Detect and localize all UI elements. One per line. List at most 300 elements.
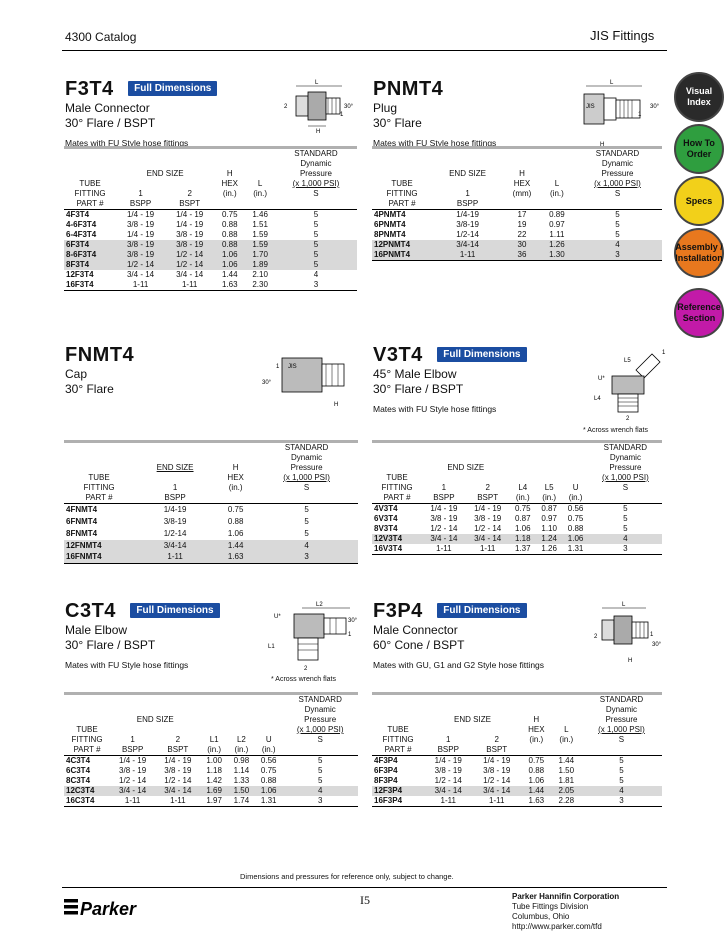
table-cell: 1/4 - 19 [176,220,204,229]
svg-text:U*: U* [274,614,281,620]
part-description: Plug [373,101,398,115]
table-cell: 5 [623,514,628,523]
part-number-cell: 6FNMT4 [66,516,98,526]
table-cell: 0.88 [260,776,277,785]
table-cell: 4 [589,534,662,544]
part-number-cell: 8V3T4 [374,524,398,533]
part-number-cell: 12V3T4 [372,534,422,544]
part-code: FNMT4 [65,344,135,366]
table-cell: 3/8 - 19 [116,240,165,250]
company-name: Parker Hannifin Corporation [512,892,620,901]
table-row [372,786,662,796]
part-number-cell: 6F3P4 [374,766,398,775]
part-description: Cap [65,367,88,381]
svg-text:H: H [316,129,321,135]
table-cell: 1.50 [558,766,575,775]
table-cell: 5 [581,756,662,767]
part-description: Male Connector [373,623,458,637]
part-number-cell: 16PNMT4 [372,250,432,261]
table-cell: 0.88 [528,766,545,775]
table-cell: 1/4 - 19 [116,210,165,221]
part-number-cell: 12F3P4 [372,786,424,796]
part-code: C3T4 [65,600,116,622]
table-cell: 1.06 [255,786,282,796]
table-cell: 1.97 [201,796,228,807]
table-cell: 0.75 [216,504,255,516]
svg-text:1: 1 [662,350,666,356]
table-cell: 3/8 - 19 [119,766,147,775]
svg-text:2: 2 [304,666,308,672]
table-cell: 5 [304,516,309,526]
table-cell: 5 [255,504,358,516]
svg-text:U*: U* [598,376,605,382]
part-number-cell: 4F3T4 [64,210,116,221]
part-code: F3T4 [65,78,114,100]
svg-text:1: 1 [348,632,352,638]
male-elbow-diagram [266,600,361,675]
table-row [64,766,358,776]
table-row [64,260,357,270]
plug-diagram [582,78,672,148]
table-cell: 1-11 [466,544,510,555]
part-number-cell: 4F3P4 [372,756,424,767]
part-connection: 30° Flare [373,116,422,130]
page-number: I5 [360,893,370,907]
part-number-cell: 4C3T4 [64,756,110,767]
pnmt4-table: STANDARD Dynamic END SIZE H Pressure TUBE HEX L (x 1,000 PSI) FITTING 1 (mm) (in.) S PART # BSPP 4PNMT4 1/4-19 17 0.89 5 6PNMT4 3/8-19 19 0.97 5 8PNMT4 1/2-14 22 1.11 5 12PNMT4 3/4-14 30 1.26 4 16PNMT4 1-11 36 1.30 3 [372,146,662,261]
table-row [64,776,358,786]
table-cell: 1.59 [245,240,275,250]
part-code: F3P4 [373,600,423,622]
male-connector-diagram [282,78,362,138]
table-cell: 5 [619,776,624,785]
table-cell: 1/2 - 14 [430,524,458,533]
table-cell: 3/8 - 19 [483,766,511,775]
part-connection: 60° Cone / BSPT [373,638,465,652]
table-cell: 1.10 [541,524,557,533]
table-cell: 1/2 - 14 [483,776,511,785]
table-cell: 3/4 - 14 [422,534,466,544]
table-cell: 1.06 [227,528,244,538]
table-cell: 3/4 - 14 [110,786,155,796]
table-cell: 5 [317,766,323,775]
table-cell: 1/4-19 [432,210,503,221]
table-cell: 2.30 [245,280,275,291]
table-cell: 2.10 [252,270,268,279]
table-cell: 0.88 [221,220,238,229]
table-cell: 3/8 - 19 [126,220,155,229]
table-cell: 4 [282,786,358,796]
catalog-name: 4300 Catalog [65,30,137,44]
part-number-cell: 6F3T4 [64,240,116,250]
table-cell: 1.06 [528,776,545,785]
table-cell: 1/4-19 [134,504,216,516]
table-cell: 0.56 [562,504,588,515]
table-cell: 1.59 [252,230,268,239]
part-code: V3T4 [373,344,423,366]
table-cell: 1.26 [541,240,573,250]
table-cell: 1-11 [110,796,155,807]
svg-text:JIS: JIS [288,364,297,370]
table-row [372,230,662,240]
table-row [64,210,357,221]
svg-text:L: L [610,80,614,86]
part-number-cell: 16F3T4 [64,280,116,291]
table-cell: 3/8 - 19 [430,514,458,523]
table-cell: 1.11 [549,230,565,239]
part-description: Male Elbow [65,623,128,637]
table-cell: 1.63 [214,280,245,291]
table-row [64,220,357,230]
table-cell: 1.06 [514,524,531,533]
table-cell: 1-11 [422,544,466,555]
table-cell: 17 [503,210,541,221]
svg-text:30°: 30° [650,104,660,110]
table-cell: 1/2-14 [456,230,479,239]
part-number-cell: 16FNMT4 [64,552,134,564]
table-cell: 0.88 [567,524,584,533]
table-cell: 5 [304,528,309,538]
table-cell: 1.46 [245,210,275,221]
table-row [64,250,357,260]
table-cell: 1.63 [216,552,255,564]
table-row [372,534,662,544]
table-row [372,504,662,515]
table-row [372,756,662,767]
part-number-cell: 12PNMT4 [372,240,432,250]
company-info [512,892,619,932]
table-cell: 4 [581,786,662,796]
table-cell: 1/4 - 19 [422,504,466,515]
mates-note: Mates with FU Style hose fittings [373,404,497,414]
header-rule [62,50,667,51]
table-cell: 3/8 - 19 [116,250,165,260]
table-cell: 1.44 [216,540,255,552]
table-cell: 5 [615,220,620,229]
table-cell: 3/8 - 19 [165,240,214,250]
cone-connector-diagram [592,600,672,665]
svg-text:L: L [622,602,626,608]
table-cell: 3/4 - 14 [424,786,472,796]
table-cell: 1.30 [541,250,573,261]
table-cell: 3 [589,544,662,555]
table-cell: 5 [275,240,357,250]
table-row [372,220,662,230]
table-row [64,796,358,807]
part-connection: 30° Flare / BSPT [373,382,464,396]
table-cell: 1/4 - 19 [110,756,155,767]
f3t4-table: STANDARD Dynamic END SIZE H Pressure TUBE HEX L (x 1,000 PSI) FITTING 1 2 (in.) (in.) S PART # BSPP BSPT 4F3T4 1/4 - 19 1/4 - 19 0.75 1.46 5 4-6F3T4 3/8 - 19 1/4 - 19 0.88 1.51 5 6-4F3T4 1/4 - 19 3/8 - 19 0.88 1.59 5 6F3T4 3/8 - 19 3/8 - 19 0.88 1.59 5 8-6F3T4 3/8 - 19 1/2 - 14 1.06 1.70 5 8F3T4 1/2 - 14 1/2 - 14 1.06 1.89 5 12F3T4 3/4 - 14 3/4 - 14 1.44 2.10 4 16F3T4 1-11 1-11 1.63 2.30 3 [64,146,357,291]
part-number-cell: 8-6F3T4 [64,250,116,260]
table-cell: 3 [573,250,662,261]
table-cell: 19 [517,220,527,229]
table-cell: 0.87 [536,504,562,515]
table-cell: 1/4 - 19 [126,230,155,239]
table-cell: 1.89 [245,260,275,270]
mates-note: Mates with FU Style hose fittings [65,660,189,670]
table-cell: 1.50 [228,786,255,796]
footnote: * Across wrench flats [583,427,648,434]
table-cell: 1.24 [536,534,562,544]
sidebar-button-assembly[interactable]: Assembly / Installation [674,228,724,278]
mates-note: Mates with FU Style hose fittings [373,138,497,148]
table-cell: 3/4 - 14 [466,534,510,544]
table-cell: 30 [503,240,541,250]
table-cell: 22 [517,230,527,239]
table-row [372,240,662,250]
table-cell: 3/4-14 [134,540,216,552]
table-cell: 1.44 [521,786,552,796]
table-cell: 3/8 - 19 [176,230,204,239]
table-row [64,270,357,280]
table-cell: 1.14 [233,766,250,775]
table-cell: 0.56 [255,756,282,767]
table-cell: 1-11 [134,552,216,564]
table-cell: 1.70 [245,250,275,260]
svg-text:H: H [600,142,605,148]
table-cell: 1/4 - 19 [424,756,472,767]
table-cell: 1.06 [214,250,245,260]
part-number-cell: 8PNMT4 [374,230,406,239]
table-cell: 5 [275,210,357,221]
table-cell: 5 [615,230,620,239]
svg-text:1: 1 [638,112,642,118]
part-number-cell: 6-4F3T4 [66,230,97,239]
table-cell: 1-11 [432,250,503,261]
table-cell: 0.97 [541,514,557,523]
table-cell: 1-11 [155,796,200,807]
table-cell: 3/4 - 14 [155,786,200,796]
division-name: Tube Fittings Division [512,902,589,911]
table-cell: 1.06 [214,260,245,270]
svg-text:2: 2 [594,634,598,640]
full-dimensions-button[interactable]: Full Dimensions [130,603,219,618]
table-cell: 0.75 [521,756,552,767]
table-cell: 3 [581,796,662,807]
svg-text:30°: 30° [344,104,354,110]
table-cell: 1.44 [552,756,581,767]
mates-note: Mates with FU Style hose fittings [65,138,189,148]
disclaimer: Dimensions and pressures for reference only, subject to change. [240,872,454,881]
part-number-cell: 4V3T4 [372,504,422,515]
table-cell: 2.05 [552,786,581,796]
table-cell: 0.75 [567,514,584,523]
f3p4-table: STANDARD Dynamic END SIZE H Pressure TUBE HEX L (x 1,000 PSI) FITTING 1 2 (in.) (in.) S PART # BSPP BSPT 4F3P4 1/4 - 19 1/4 - 19 0.75 1.44 5 6F3P4 3/8 - 19 3/8 - 19 0.88 1.50 5 8F3P4 1/2 - 14 1/2 - 14 1.06 1.81 5 12F3P4 3/4 - 14 3/4 - 14 1.44 2.05 4 16F3P4 1-11 1-11 1.63 2.28 3 [372,692,662,807]
table-cell: 3/8 - 19 [434,766,462,775]
table-cell: 1/2 - 14 [119,776,147,785]
table-cell: 0.88 [227,516,244,526]
table-cell: 1/4 - 19 [472,756,520,767]
part-code: PNMT4 [373,78,444,100]
table-row [64,230,357,240]
sidebar-button-how-to[interactable]: How To Order [674,124,724,174]
svg-text:1: 1 [340,112,344,118]
table-cell: 5 [275,260,357,270]
table-cell: 1.31 [562,544,588,555]
part-connection: 30° Flare / BSPT [65,116,156,130]
table-cell: 1-11 [165,280,214,291]
table-cell: 0.75 [510,504,536,515]
table-cell: 3 [255,552,358,564]
table-cell: 1-11 [472,796,520,807]
part-number-cell: 16C3T4 [64,796,110,807]
table-cell: 1.18 [206,766,222,775]
table-row [64,528,358,540]
part-number-cell: 6PNMT4 [374,220,406,229]
svg-text:H: H [628,658,633,664]
table-cell: 1.42 [206,776,222,785]
part-number-cell: 12C3T4 [64,786,110,796]
svg-text:30°: 30° [348,618,358,624]
table-cell: 5 [313,220,319,229]
table-cell: 1.33 [233,776,250,785]
part-description: 45° Male Elbow [373,367,457,381]
part-number-cell: 6C3T4 [66,766,91,775]
table-cell: 1/2 - 14 [165,260,214,270]
table-cell: 5 [619,766,624,775]
table-row [64,552,358,564]
full-dimensions-button[interactable]: Full Dimensions [437,347,526,362]
table-cell: 3/8 - 19 [474,514,502,523]
table-row [372,796,662,807]
sidebar-button-specs[interactable]: Specs [674,176,724,226]
svg-text:JIS: JIS [586,104,595,110]
table-cell: 5 [282,756,358,767]
full-dimensions-button[interactable]: Full Dimensions [437,603,526,618]
part-number-cell: 8F3P4 [374,776,398,785]
table-cell: 1.37 [510,544,536,555]
part-number-cell: 12F3T4 [66,270,94,279]
part-number-cell: 16F3P4 [372,796,424,807]
table-cell: 5 [623,524,628,533]
table-row [372,766,662,776]
part-number-cell: 12FNMT4 [64,540,134,552]
table-cell: 3/4 - 14 [176,270,204,279]
table-cell: 1-11 [424,796,472,807]
table-cell: 5 [573,210,662,221]
part-number-cell: 6V3T4 [374,514,398,523]
table-row [372,514,662,524]
table-row [372,210,662,221]
svg-text:2: 2 [626,416,630,422]
part-number-cell: 16V3T4 [372,544,422,555]
part-connection: 30° Flare [65,382,114,396]
svg-text:L1: L1 [268,644,275,650]
svg-text:L4: L4 [594,396,601,402]
table-cell: 1-11 [116,280,165,291]
table-cell: 1.63 [521,796,552,807]
table-cell: 3 [275,280,357,291]
table-row [372,250,662,261]
company-url[interactable]: http://www.parker.com/tfd [512,922,602,931]
table-cell: 1.81 [558,776,575,785]
table-row [64,516,358,528]
svg-text:1: 1 [276,364,280,370]
45-elbow-diagram [592,340,672,422]
table-row [64,280,357,291]
part-number-cell: 4PNMT4 [372,210,432,221]
table-cell: 3/8-19 [456,220,479,229]
table-row [64,786,358,796]
full-dimensions-button[interactable]: Full Dimensions [128,81,217,96]
table-cell: 0.97 [549,220,565,229]
section-title: JIS Fittings [590,28,655,43]
table-cell: 4 [313,270,319,279]
table-cell: 1/2 - 14 [434,776,462,785]
table-row [64,240,357,250]
table-cell: 1.18 [510,534,536,544]
table-cell: 3/4 - 14 [472,786,520,796]
table-row [64,540,358,552]
part-number-cell: 8C3T4 [66,776,91,785]
table-cell: 36 [503,250,541,261]
company-city: Columbus, Ohio [512,912,570,921]
table-row [372,776,662,786]
parker-logo [64,896,150,922]
table-cell: 3/4 - 14 [126,270,155,279]
table-cell: 1.51 [252,220,268,229]
table-cell: 3/8 - 19 [164,766,192,775]
table-cell: 5 [589,504,662,515]
svg-text:1: 1 [650,632,654,638]
footer-rule [62,887,667,888]
table-row [372,524,662,534]
table-cell: 5 [317,776,323,785]
table-cell: 0.89 [541,210,573,221]
table-cell: 1.26 [536,544,562,555]
part-number-cell: 4FNMT4 [64,504,134,516]
table-cell: 5 [275,250,357,260]
table-cell: 2.28 [552,796,581,807]
svg-text:2: 2 [284,104,288,110]
table-cell: 1.31 [255,796,282,807]
svg-text:L: L [315,80,319,86]
part-number-cell: 4-6F3T4 [66,220,97,229]
sidebar-button-reference[interactable]: Reference Section [674,288,724,338]
table-cell: 1.00 [201,756,228,767]
svg-text:H: H [334,402,339,408]
table-cell: 1/2 - 14 [164,776,192,785]
cap-diagram [262,350,352,410]
table-cell: 5 [313,230,319,239]
table-cell: 1/2 - 14 [116,260,165,270]
table-cell: 1/2 - 14 [474,524,502,533]
part-connection: 30° Flare / BSPT [65,638,156,652]
table-cell: 3 [282,796,358,807]
table-cell: 4 [573,240,662,250]
svg-text:L5: L5 [624,358,631,364]
table-cell: 0.75 [260,766,277,775]
svg-text:Parker: Parker [80,899,137,919]
svg-text:30°: 30° [652,642,662,648]
fnmt4-table: STANDARD Dynamic END SIZE H Pressure TUBE HEX (x 1,000 PSI) FITTING 1 (in.) S PART # BSPP 4FNMT4 1/4-19 0.75 5 6FNMT4 3/8-19 0.88 5 8FNMT4 1/2-14 1.06 5 12FNMT4 3/4-14 1.44 4 16FNMT4 1-11 1.63 3 [64,440,358,564]
c3t4-table: STANDARD Dynamic END SIZE Pressure TUBE (x 1,000 PSI) FITTING 1 2 L1 L2 U S PART # BSPP BSPT (in.) (in.) (in.) 4C3T4 1/4 - 19 1/4 - 19 1.00 0.98 0.56 5 6C3T4 3/8 - 19 3/8 - 19 1.18 1.14 0.75 5 8C3T4 1/2 - 14 1/2 - 14 1.42 1.33 0.88 5 12C3T4 3/4 - 14 3/4 - 14 1.69 1.50 1.06 4 16C3T4 1-11 1-11 1.97 1.74 1.31 3 [64,692,358,807]
table-cell: 4 [255,540,358,552]
table-cell: 0.98 [228,756,255,767]
table-cell: 0.88 [214,240,245,250]
table-cell: 1.44 [221,270,238,279]
svg-text:L2: L2 [316,602,323,608]
table-cell: 1.69 [201,786,228,796]
sidebar-button-visual[interactable]: Visual Index [674,72,724,122]
table-cell: 1/4 - 19 [155,756,200,767]
table-cell: 1/4 - 19 [165,210,214,221]
v3t4-table: STANDARD Dynamic END SIZE Pressure TUBE (x 1,000 PSI) FITTING 1 2 L4 L5 U S PART # BSPP BSPT (in.) (in.) (in.) 4V3T4 1/4 - 19 1/4 - 19 0.75 0.87 0.56 5 6V3T4 3/8 - 19 3/8 - 19 0.87 0.97 0.75 5 8V3T4 1/2 - 14 1/2 - 14 1.06 1.10 0.88 5 12V3T4 3/4 - 14 3/4 - 14 1.18 1.24 1.06 4 16V3T4 1-11 1-11 1.37 1.26 1.31 3 [372,440,662,555]
table-cell: 0.75 [214,210,245,221]
part-description: Male Connector [65,101,150,115]
table-cell: 1/2-14 [163,528,187,538]
part-number-cell: 8F3T4 [64,260,116,270]
